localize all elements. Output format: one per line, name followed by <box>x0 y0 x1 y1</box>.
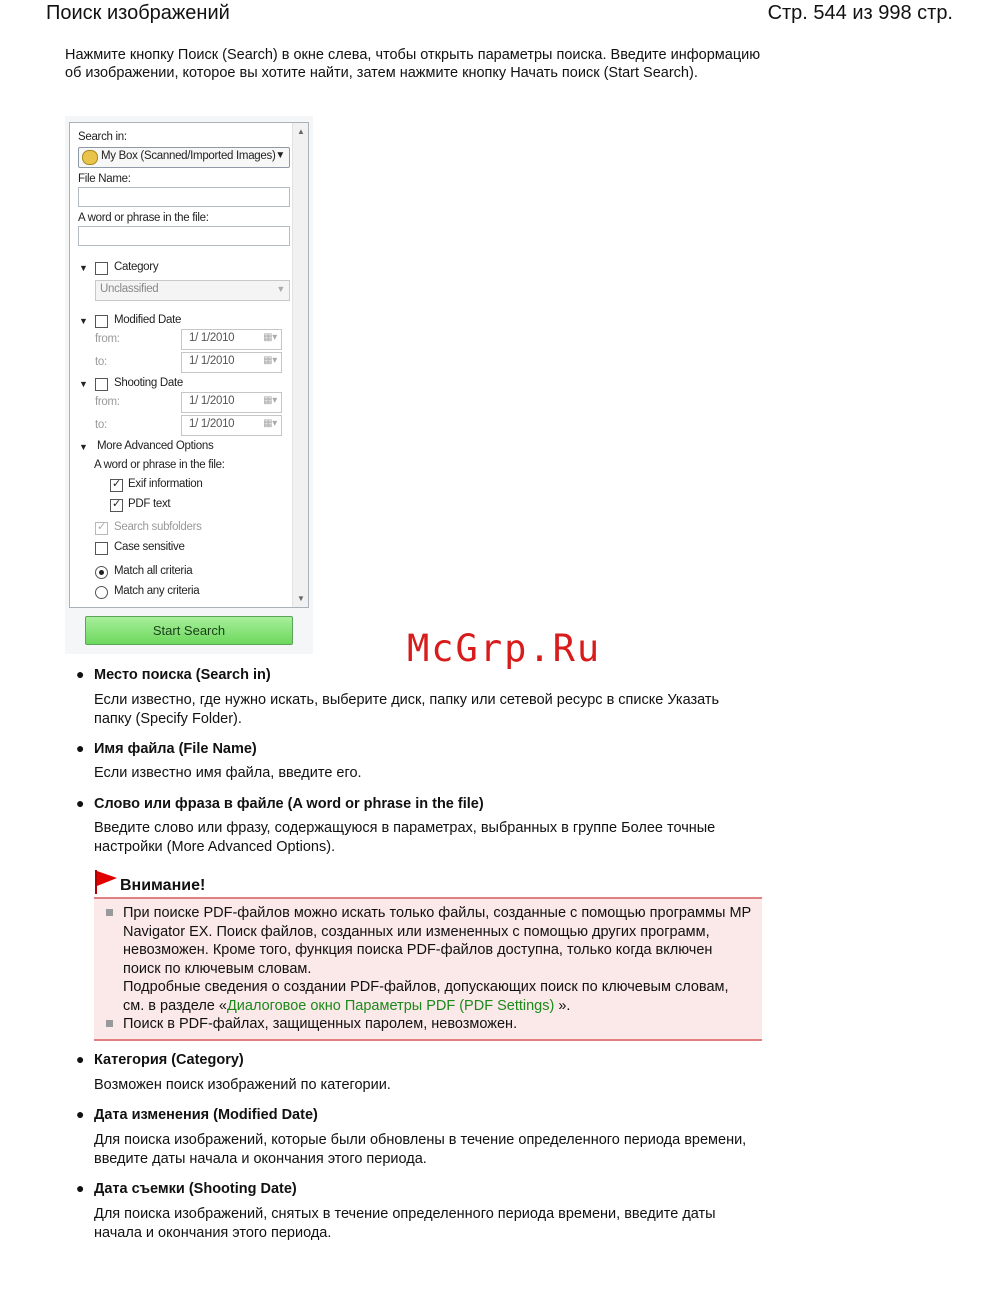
modified-date-checkbox[interactable] <box>95 315 108 328</box>
search-in-value: My Box (Scanned/Imported Images) <box>101 150 276 162</box>
bullet-icon: ● <box>76 1106 85 1122</box>
folder-icon <box>82 150 98 165</box>
scroll-down-icon[interactable]: ▼ <box>297 594 305 603</box>
pdf-settings-link[interactable]: Диалоговое окно Параметры PDF (PDF Settings) <box>226 997 555 1014</box>
file-name-label: File Name: <box>78 173 131 185</box>
match-any-radio[interactable] <box>95 586 108 599</box>
match-all-radio[interactable] <box>95 566 108 579</box>
match-all-label: Match all criteria <box>114 565 193 577</box>
page-title: Поиск изображений <box>46 2 230 24</box>
expand-modified-icon[interactable]: ▼ <box>79 316 88 326</box>
more-prefix: Подробные сведения о создании PDF-файлов, допускающих поиск по ключевым словам, см. в разделе « <box>123 979 729 1014</box>
date-value: 1/ 1/2010 <box>189 418 235 430</box>
subfolders-label: Search subfolders <box>114 521 202 533</box>
attention-item <box>123 904 753 1015</box>
category-checkbox[interactable] <box>95 262 108 275</box>
calendar-icon[interactable]: ▦▾ <box>263 395 277 406</box>
item-title: Имя файла (File Name) <box>94 741 257 757</box>
square-bullet-icon <box>106 1020 113 1027</box>
case-sensitive-label: Case sensitive <box>114 541 185 553</box>
item-title: Слово или фраза в файле (A word or phrase in the file) <box>94 796 484 812</box>
shooting-to-label: to: <box>95 419 107 431</box>
shooting-from-date[interactable] <box>181 392 282 413</box>
attention-item-text: При поиске PDF-файлов можно искать только файлы, созданные с помощью программы MP Navigator EX. Поиск файлов, созданных или измененных с помощью других программ, невозможен. Кроме того, функция поиска PDF-файлов доступна, только когда включен поиск по ключевым словам. <box>123 905 751 977</box>
phrase-input[interactable] <box>78 226 290 246</box>
scroll-up-icon[interactable]: ▲ <box>297 127 305 136</box>
item-body: Введите слово или фразу, содержащуюся в параметрах, выбранных в группе Более точные настройки (More Advanced Options). <box>94 820 716 855</box>
modified-to-date[interactable] <box>181 352 282 373</box>
subfolders-checkbox[interactable] <box>95 522 108 535</box>
item-title: Категория (Category) <box>94 1052 244 1068</box>
chevron-down-icon: ▼ <box>276 284 285 294</box>
modified-from-date[interactable] <box>181 329 282 350</box>
search-in-label: Search in: <box>78 131 127 143</box>
item-body: Возможен поиск изображений по категории. <box>94 1077 391 1093</box>
search-panel-screenshot <box>65 116 313 654</box>
attention-item: Поиск в PDF-файлах, защищенных паролем, невозможен. <box>123 1016 518 1032</box>
attention-item-more <box>123 978 753 1015</box>
warning-flag-icon <box>94 870 118 894</box>
expand-shooting-icon[interactable]: ▼ <box>79 379 88 389</box>
search-in-select[interactable] <box>78 147 290 168</box>
item-body: Для поиска изображений, которые были обновлены в течение определенного периода времени, введите даты начала и окончания этого периода. <box>94 1132 747 1167</box>
pdf-text-checkbox[interactable] <box>110 499 123 512</box>
item-body: Если известно, где нужно искать, выберите диск, папку или сетевой ресурс в списке Указать папку (Specify Folder). <box>94 692 720 727</box>
pane-scrollbar[interactable] <box>292 123 308 607</box>
calendar-icon[interactable]: ▦▾ <box>263 332 277 343</box>
more-phrase-label: A word or phrase in the file: <box>94 459 225 471</box>
shooting-date-label: Shooting Date <box>114 377 183 389</box>
page-counter: Стр. 544 из 998 стр. <box>767 2 953 24</box>
shooting-to-date[interactable] <box>181 415 282 436</box>
case-sensitive-checkbox[interactable] <box>95 542 108 555</box>
item-title: Дата съемки (Shooting Date) <box>94 1181 297 1197</box>
modified-to-label: to: <box>95 356 107 368</box>
category-value: Unclassified <box>100 283 159 295</box>
pdf-text-label: PDF text <box>128 498 171 510</box>
chevron-down-icon: ▼ <box>275 150 285 161</box>
modified-date-label: Modified Date <box>114 314 182 326</box>
date-value: 1/ 1/2010 <box>189 355 235 367</box>
square-bullet-icon <box>106 909 113 916</box>
bullet-icon: ● <box>76 1051 85 1067</box>
expand-category-icon[interactable]: ▼ <box>79 263 88 273</box>
category-select[interactable] <box>95 280 290 301</box>
calendar-icon[interactable]: ▦▾ <box>263 355 277 366</box>
phrase-label: A word or phrase in the file: <box>78 212 209 224</box>
category-label: Category <box>114 261 159 273</box>
exif-checkbox[interactable] <box>110 479 123 492</box>
watermark: McGrp.Ru <box>407 627 602 670</box>
more-suffix: ». <box>554 997 571 1014</box>
calendar-icon[interactable]: ▦▾ <box>263 418 277 429</box>
date-value: 1/ 1/2010 <box>189 395 235 407</box>
modified-from-label: from: <box>95 333 120 345</box>
more-options-label[interactable]: More Advanced Options <box>97 440 214 452</box>
bullet-icon: ● <box>76 666 85 682</box>
date-value: 1/ 1/2010 <box>189 332 235 344</box>
match-any-label: Match any criteria <box>114 585 200 597</box>
start-search-button[interactable]: Start Search <box>85 616 293 645</box>
item-body: Для поиска изображений, снятых в течение определенного периода времени, введите даты начала и окончания этого периода. <box>94 1206 716 1241</box>
shooting-from-label: from: <box>95 396 120 408</box>
item-body: Если известно имя файла, введите его. <box>94 765 362 781</box>
bullet-icon: ● <box>76 740 85 756</box>
file-name-input[interactable] <box>78 187 290 207</box>
exif-label: Exif information <box>128 478 203 490</box>
shooting-date-checkbox[interactable] <box>95 378 108 391</box>
item-title: Место поиска (Search in) <box>94 667 271 683</box>
attention-title: Внимание! <box>120 877 206 894</box>
bullet-icon: ● <box>76 795 85 811</box>
item-title: Дата изменения (Modified Date) <box>94 1107 318 1123</box>
attention-box <box>94 897 762 1041</box>
intro-paragraph: Нажмите кнопку Поиск (Search) в окне слева, чтобы открыть параметры поиска. Введите информацию об изображении, которое вы хотите найти, затем нажмите кнопку Начать поиск (Start Search). <box>65 47 761 81</box>
expand-advanced-icon[interactable]: ▼ <box>79 442 88 452</box>
bullet-icon: ● <box>76 1180 85 1196</box>
search-options-pane <box>69 122 309 608</box>
